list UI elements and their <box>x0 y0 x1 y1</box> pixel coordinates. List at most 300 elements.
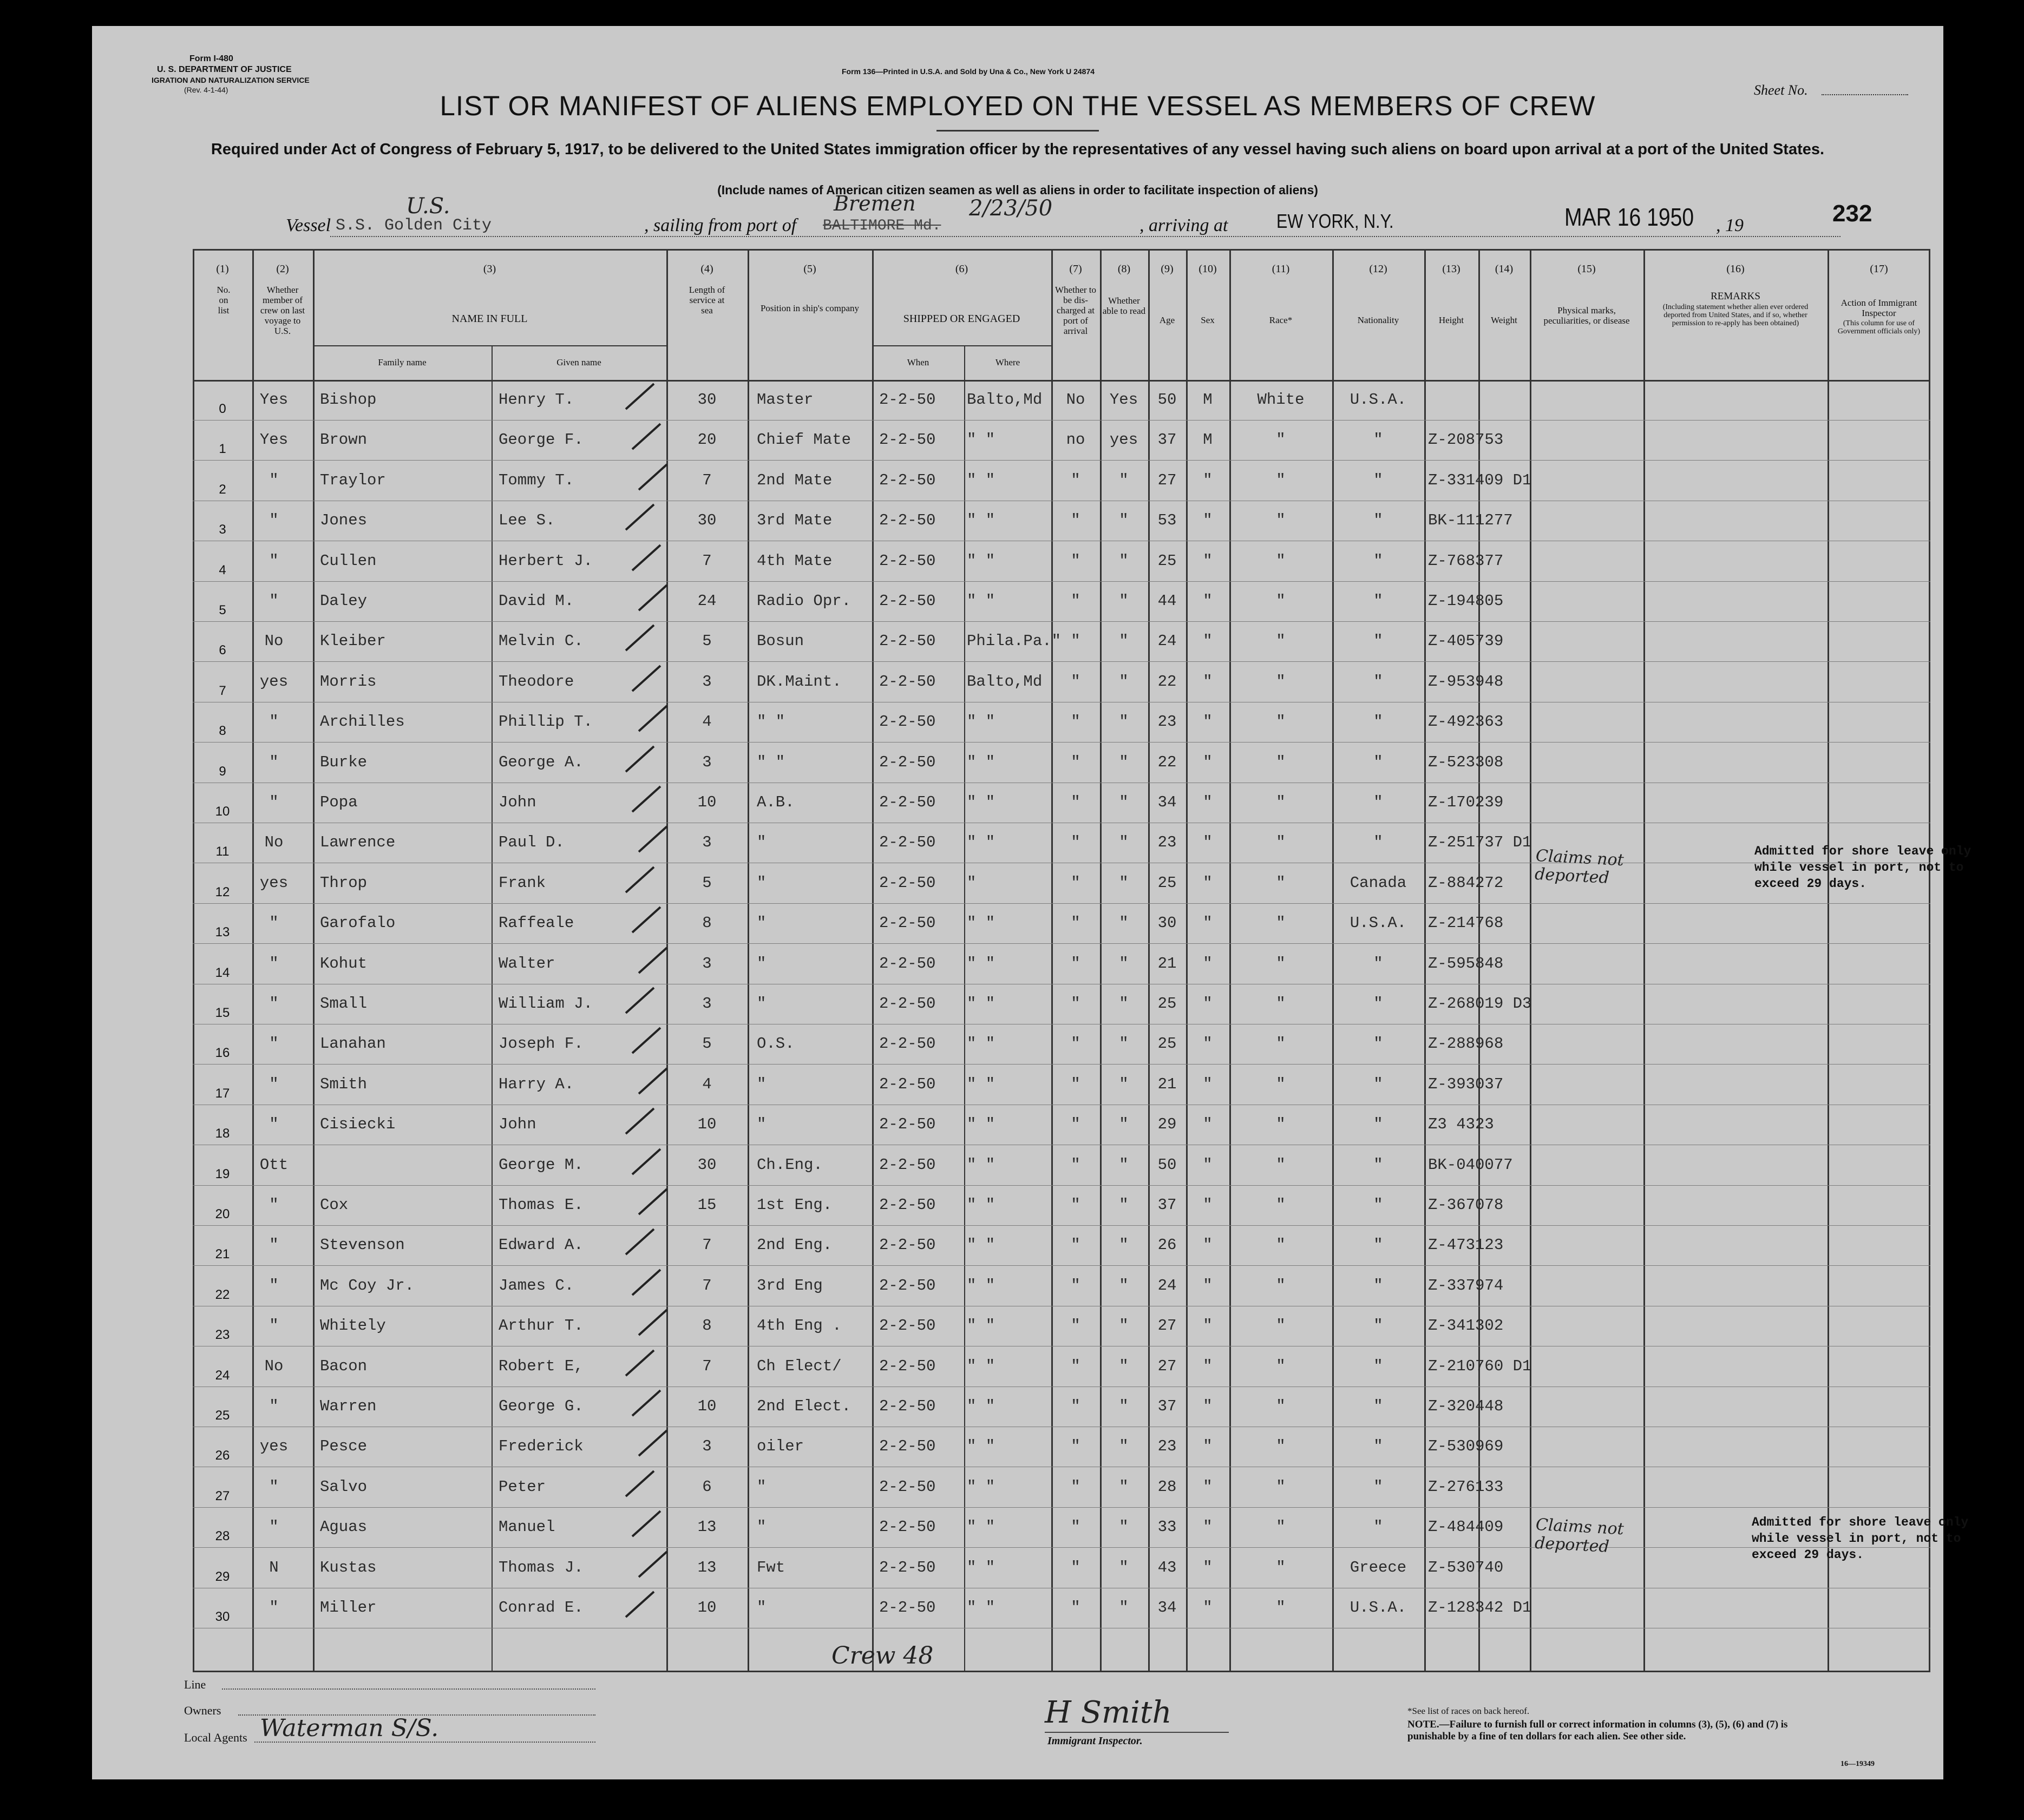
check-mark <box>625 504 655 531</box>
cell-age: 50 <box>1157 391 1177 409</box>
cell-shipped-when: 2-2-50 <box>879 632 936 651</box>
col-num-2: (2) <box>276 263 289 275</box>
cell-nationality: " <box>1373 1317 1383 1335</box>
cell-discharged: " <box>1071 672 1080 691</box>
col-remarks: REMARKS <box>1711 291 1760 302</box>
cell-age: 25 <box>1157 551 1177 570</box>
cell-seaman-id: Z-268019 D3 <box>1428 995 1532 1013</box>
cell-shipped-when: 2-2-50 <box>879 1599 936 1617</box>
cell-able-to-read: " <box>1119 1115 1129 1134</box>
cell-family-name: Small <box>320 995 368 1013</box>
cell-given-name: John <box>499 793 536 811</box>
cell-race: " <box>1276 1397 1286 1415</box>
cell-age: 37 <box>1157 431 1177 449</box>
cell-position: 4th Mate <box>757 551 833 570</box>
cell-sex: " <box>1203 1236 1213 1254</box>
cell-position: " <box>757 1518 767 1536</box>
cell-discharged: " <box>1071 1357 1080 1375</box>
row-number: 16 <box>215 1046 230 1061</box>
cell-shipped-where: " " <box>967 914 995 932</box>
cell-given-name: John <box>499 1115 536 1134</box>
cell-shipped-when: 2-2-50 <box>879 1155 936 1174</box>
cell-sex: " <box>1203 753 1213 771</box>
cell-family-name: Cisiecki <box>320 1115 396 1134</box>
cell-shipped-where: " " <box>967 1477 995 1496</box>
arriving-label: , arriving at <box>1139 215 1228 235</box>
cell-position: 3rd Mate <box>757 511 833 530</box>
row-number: 4 <box>219 562 226 577</box>
cell-able-to-read: " <box>1119 1196 1129 1214</box>
cell-given-name: Paul D. <box>499 833 565 852</box>
cell-length-of-service: 13 <box>697 1558 717 1576</box>
row-rule <box>193 943 1930 944</box>
check-mark <box>638 463 668 490</box>
cell-seaman-id: Z-210760 D1 <box>1428 1357 1532 1375</box>
col-num-11: (11) <box>1272 263 1290 275</box>
row-number: 3 <box>219 522 226 537</box>
check-mark <box>638 826 668 853</box>
cell-given-name: Manuel <box>499 1518 555 1536</box>
cell-length-of-service: 4 <box>702 1075 712 1093</box>
row-number: 7 <box>219 683 226 698</box>
col-divider <box>252 249 254 1672</box>
cell-age: 22 <box>1157 672 1177 691</box>
cell-given-name: Walter <box>499 954 555 973</box>
cell-race: " <box>1276 1477 1286 1496</box>
row-number: 10 <box>215 804 230 819</box>
cell-position: oiler <box>757 1437 804 1456</box>
col-num-1: (1) <box>216 263 229 275</box>
cell-family-name: Archilles <box>320 713 405 731</box>
cell-position: Radio Opr. <box>757 592 851 610</box>
col-num-15: (15) <box>1577 263 1596 275</box>
cell-position: Ch Elect/ <box>757 1357 842 1375</box>
cell-shipped-when: 2-2-50 <box>879 1558 936 1576</box>
row-number: 27 <box>215 1488 230 1503</box>
row-number: 12 <box>215 884 230 899</box>
cell-race: " <box>1276 995 1286 1013</box>
cell-seaman-id: Z-595848 <box>1428 954 1504 973</box>
cell-shipped-when: 2-2-50 <box>879 431 936 449</box>
cell-shipped-where: " " <box>967 1236 995 1254</box>
cell-able-to-read: " <box>1119 1397 1129 1415</box>
cell-prev-voyage: " <box>269 1477 279 1496</box>
cell-seaman-id: Z-288968 <box>1428 1035 1504 1053</box>
cell-discharged: " <box>1071 1477 1080 1496</box>
cell-family-name: Cullen <box>320 551 377 570</box>
cell-prev-voyage: " <box>269 1075 279 1093</box>
cell-shipped-when: 2-2-50 <box>879 391 936 409</box>
cell-prev-voyage: No <box>264 632 284 651</box>
col-divider <box>1424 249 1426 1672</box>
line-rule <box>222 1688 595 1690</box>
cell-shipped-where: " " <box>967 1276 995 1295</box>
cell-given-name: Henry T. <box>499 391 574 409</box>
cell-given-name: Frank <box>499 873 546 892</box>
cell-shipped-when: 2-2-50 <box>879 1236 936 1254</box>
cell-length-of-service: 20 <box>697 431 717 449</box>
cell-length-of-service: 5 <box>702 1035 712 1053</box>
cell-position: 2nd Eng. <box>757 1236 833 1254</box>
cell-seaman-id: Z-276133 <box>1428 1477 1504 1496</box>
inclusion-note: (Include names of American citizen seamen as well as aliens in order to facilitate inspection of aliens) <box>717 183 1318 197</box>
cell-age: 33 <box>1157 1518 1177 1536</box>
row-number: 14 <box>215 965 230 980</box>
col-divider <box>666 249 668 1672</box>
cell-position: " <box>757 914 767 932</box>
cell-given-name: Raffeale <box>499 914 574 932</box>
check-mark <box>632 423 661 450</box>
cell-prev-voyage: " <box>269 551 279 570</box>
cell-given-name: David M. <box>499 592 574 610</box>
cell-position: " <box>757 1075 767 1093</box>
col-num-13: (13) <box>1442 263 1460 275</box>
cell-length-of-service: 7 <box>702 471 712 489</box>
penalty-note: NOTE.—Failure to furnish full or correct information in columns (3), (5), (6) and (7) is punishable by a fine of ten dollars for each alien. See other side. <box>1407 1719 1788 1742</box>
cell-position: 3rd Eng <box>757 1276 823 1295</box>
cell-shipped-where: " " <box>967 1035 995 1053</box>
cell-position: O.S. <box>757 1035 795 1053</box>
check-mark <box>638 1309 668 1336</box>
cell-position: " <box>757 833 767 852</box>
cell-nationality: U.S.A. <box>1350 914 1407 932</box>
cell-shipped-when: 2-2-50 <box>879 471 936 489</box>
cell-able-to-read: " <box>1119 954 1129 973</box>
page-subtitle: Required under Act of Congress of February 5, 1917, to be delivered to the United States immigration officer by the representatives of any vessel having such aliens on board upon arrival at a port of the United States. <box>211 141 1825 158</box>
cell-age: 37 <box>1157 1397 1177 1415</box>
cell-length-of-service: 10 <box>697 793 717 811</box>
cell-able-to-read: " <box>1119 1558 1129 1576</box>
col-prev-voyage: Whether member of crew on last voyage to U.S. <box>260 285 305 336</box>
cell-age: 26 <box>1157 1236 1177 1254</box>
cell-race: " <box>1276 1115 1286 1134</box>
claims-not-deported-29: Claims not deported <box>1534 1515 1625 1556</box>
row-rule <box>193 1507 1930 1508</box>
cell-race: " <box>1276 954 1286 973</box>
cell-family-name: Stevenson <box>320 1236 405 1254</box>
cell-race: " <box>1276 471 1286 489</box>
cell-family-name: Warren <box>320 1397 377 1415</box>
cell-race: " <box>1276 1599 1286 1617</box>
check-mark <box>632 1390 661 1417</box>
cell-seaman-id: Z-337974 <box>1428 1276 1504 1295</box>
cell-shipped-when: 2-2-50 <box>879 793 936 811</box>
cell-position: Ch.Eng. <box>757 1155 823 1174</box>
cell-race: " <box>1276 672 1286 691</box>
row-rule <box>193 742 1930 743</box>
cell-able-to-read: " <box>1119 1276 1129 1295</box>
cell-position: " <box>757 1477 767 1496</box>
col-inspector-action: Action of Immigrant Inspector <box>1840 298 1917 318</box>
row-number: 20 <box>215 1207 230 1221</box>
check-mark <box>632 906 661 934</box>
cell-discharged: " <box>1071 833 1080 852</box>
cell-prev-voyage: " <box>269 1276 279 1295</box>
cell-nationality: " <box>1373 833 1383 852</box>
cell-able-to-read: " <box>1119 592 1129 610</box>
cell-position: " <box>757 1599 767 1617</box>
cell-shipped-when: 2-2-50 <box>879 1317 936 1335</box>
col-divider <box>1643 249 1645 1672</box>
page-number: 232 <box>1832 200 1872 227</box>
cell-shipped-where: " " <box>967 592 995 610</box>
cell-race: " <box>1276 713 1286 731</box>
vessel-prefix-handwritten: U.S. <box>406 194 450 219</box>
agents-label: Local Agents <box>184 1731 247 1744</box>
cell-seaman-id: BK-040077 <box>1428 1155 1513 1174</box>
cell-discharged: " <box>1071 1155 1080 1174</box>
col-num-8: (8) <box>1117 263 1131 275</box>
cell-seaman-id: Z-170239 <box>1428 793 1504 811</box>
cell-nationality: " <box>1373 1115 1383 1134</box>
cell-race: " <box>1276 511 1286 530</box>
cell-position: " <box>757 995 767 1013</box>
cell-sex: " <box>1203 1075 1213 1093</box>
col-divider <box>313 249 315 1672</box>
cell-discharged: " <box>1071 1035 1080 1053</box>
cell-length-of-service: 7 <box>702 1357 712 1375</box>
cell-race: " <box>1276 1317 1286 1335</box>
col-divider <box>1332 249 1334 1672</box>
cell-shipped-when: 2-2-50 <box>879 1357 936 1375</box>
cell-seaman-id: Z-128342 D1 <box>1428 1599 1532 1617</box>
cell-position: Master <box>757 391 814 409</box>
cell-able-to-read: " <box>1119 914 1129 932</box>
col-length-of-service: Length of service at sea <box>689 285 725 316</box>
cell-seaman-id: Z-341302 <box>1428 1317 1504 1335</box>
header-subrule <box>313 345 666 346</box>
cell-age: 27 <box>1157 1357 1177 1375</box>
col-inspector-detail: (This column for use of Government officials only) <box>1837 319 1921 336</box>
cell-shipped-when: 2-2-50 <box>879 1035 936 1053</box>
cell-position: " <box>757 954 767 973</box>
check-mark <box>632 1269 661 1296</box>
col-divider <box>1929 249 1930 1672</box>
col-where: Where <box>995 357 1020 367</box>
col-num-16: (16) <box>1726 263 1745 275</box>
cell-shipped-when: 2-2-50 <box>879 833 936 852</box>
cell-race: " <box>1276 1276 1286 1295</box>
cell-given-name: Harry A. <box>499 1075 574 1093</box>
cell-shipped-where: " " <box>967 1558 995 1576</box>
cell-able-to-read: " <box>1119 1437 1129 1456</box>
row-number: 23 <box>215 1328 230 1343</box>
cell-seaman-id: Z-530740 <box>1428 1558 1504 1576</box>
cell-shipped-where: Phila.Pa." <box>967 632 1062 651</box>
cell-nationality: " <box>1373 551 1383 570</box>
sheet-no-label: Sheet No. <box>1754 82 1808 98</box>
cell-length-of-service: 3 <box>702 833 712 852</box>
signature-rule <box>1045 1732 1229 1733</box>
cell-length-of-service: 24 <box>697 592 717 610</box>
cell-shipped-where: Balto,Md <box>967 672 1043 691</box>
form-code: 16—19349 <box>1840 1760 1875 1768</box>
sailing-label: , sailing from port of <box>644 215 797 235</box>
cell-nationality: " <box>1373 1035 1383 1053</box>
table-top-rule <box>193 249 1930 251</box>
cell-given-name: Phillip T. <box>499 713 593 731</box>
col-divider <box>1828 249 1829 1672</box>
cell-sex: " <box>1203 1196 1213 1214</box>
cell-sex: " <box>1203 1437 1213 1456</box>
cell-position: 4th Eng . <box>757 1317 842 1335</box>
page-title: LIST OR MANIFEST OF ALIENS EMPLOYED ON THE VESSEL AS MEMBERS OF CREW <box>440 90 1596 121</box>
cell-prev-voyage: " <box>269 1236 279 1254</box>
cell-able-to-read: " <box>1119 1236 1129 1254</box>
cell-length-of-service: 3 <box>702 995 712 1013</box>
cell-given-name: Edward A. <box>499 1236 584 1254</box>
cell-discharged: " <box>1071 1558 1080 1576</box>
row-number: 21 <box>215 1247 230 1262</box>
row-rule <box>193 1265 1930 1266</box>
cell-nationality: Greece <box>1350 1558 1407 1576</box>
cell-shipped-where: " " <box>967 1317 995 1335</box>
cell-sex: " <box>1203 632 1213 651</box>
cell-shipped-when: 2-2-50 <box>879 1075 936 1093</box>
check-mark <box>625 383 655 410</box>
cell-discharged: " <box>1071 1075 1080 1093</box>
cell-given-name: Theodore <box>499 672 574 691</box>
cell-given-name: Arthur T. <box>499 1317 584 1335</box>
cell-sex: " <box>1203 1599 1213 1617</box>
cell-prev-voyage: " <box>269 914 279 932</box>
date-handwritten: 2/23/50 <box>969 196 1053 221</box>
cell-given-name: George M. <box>499 1155 584 1174</box>
cell-given-name: Peter <box>499 1477 546 1496</box>
col-nationality: Nationality <box>1357 315 1399 325</box>
cell-discharged: No <box>1066 391 1085 409</box>
cell-family-name: Kleiber <box>320 632 386 651</box>
row-rule <box>193 621 1930 622</box>
col-sex: Sex <box>1201 315 1215 325</box>
cell-discharged: " <box>1071 592 1080 610</box>
row-rule <box>193 1185 1930 1186</box>
cell-able-to-read: " <box>1119 1075 1129 1093</box>
cell-seaman-id: Z-251737 D1 <box>1428 833 1532 852</box>
col-race: Race* <box>1269 315 1293 325</box>
cell-given-name: Thomas J. <box>499 1558 584 1576</box>
check-mark <box>625 1228 655 1256</box>
check-mark <box>638 584 668 612</box>
cell-length-of-service: 8 <box>702 1317 712 1335</box>
claims-not-deported-12: Claims not deported <box>1534 846 1625 888</box>
cell-age: 25 <box>1157 1035 1177 1053</box>
shore-leave-remark-12: Admitted for shore leave only while vessel in port, not to exceed 29 days. <box>1754 844 1971 891</box>
cell-able-to-read: " <box>1119 793 1129 811</box>
cell-family-name: Lawrence <box>320 833 396 852</box>
cell-shipped-where: " <box>967 873 977 892</box>
cell-discharged: " <box>1071 1115 1080 1134</box>
cell-race: " <box>1276 1075 1286 1093</box>
cell-shipped-where: " " <box>967 511 995 530</box>
check-mark <box>632 1027 661 1054</box>
cell-seaman-id: Z-393037 <box>1428 1075 1504 1093</box>
cell-prev-voyage: Ott <box>259 1155 289 1174</box>
cell-shipped-where: " " <box>967 995 995 1013</box>
cell-shipped-where: " " <box>967 1357 995 1375</box>
cell-position: " <box>757 1115 767 1134</box>
cell-family-name: Aguas <box>320 1518 368 1536</box>
cell-family-name: Daley <box>320 592 368 610</box>
row-rule <box>193 460 1930 461</box>
row-number: 1 <box>219 442 226 457</box>
col-num-10: (10) <box>1198 263 1217 275</box>
cell-sex: M <box>1203 431 1213 449</box>
cell-length-of-service: 7 <box>702 1236 712 1254</box>
cell-discharged: " <box>1071 551 1080 570</box>
cell-prev-voyage: No <box>264 833 284 852</box>
cell-given-name: George G. <box>499 1397 584 1415</box>
check-mark <box>625 1349 655 1376</box>
cell-prev-voyage: " <box>269 1035 279 1053</box>
cell-race: " <box>1276 1437 1286 1456</box>
cell-age: 34 <box>1157 793 1177 811</box>
cell-discharged: " <box>1071 753 1080 771</box>
cell-seaman-id: Z-473123 <box>1428 1236 1504 1254</box>
cell-age: 24 <box>1157 632 1177 651</box>
cell-race: " <box>1276 431 1286 449</box>
cell-shipped-where: " " <box>967 1599 995 1617</box>
cell-shipped-when: 2-2-50 <box>879 1518 936 1536</box>
cell-sex: " <box>1203 471 1213 489</box>
inspector-signature: H Smith <box>1045 1695 1172 1730</box>
col-num-7: (7) <box>1069 263 1082 275</box>
cell-family-name: Mc Coy Jr. <box>320 1276 415 1295</box>
cell-position: A.B. <box>757 793 795 811</box>
row-number: 28 <box>215 1529 230 1544</box>
cell-sex: " <box>1203 1558 1213 1576</box>
cell-prev-voyage: " <box>269 592 279 610</box>
row-rule <box>193 661 1930 662</box>
cell-discharged: " <box>1071 1276 1080 1295</box>
cell-family-name: Smith <box>320 1075 368 1093</box>
shore-leave-remark-29: Admitted for shore leave only while vessel in port, not to exceed 29 days. <box>1752 1515 1969 1562</box>
cell-prev-voyage: " <box>269 793 279 811</box>
cell-prev-voyage: " <box>269 995 279 1013</box>
cell-able-to-read: " <box>1119 1357 1129 1375</box>
cell-discharged: " <box>1071 954 1080 973</box>
cell-length-of-service: 6 <box>702 1477 712 1496</box>
cell-age: 27 <box>1157 1317 1177 1335</box>
cell-sex: " <box>1203 1115 1213 1134</box>
table-bottom-rule <box>193 1671 1930 1672</box>
col-family-name: Family name <box>378 357 427 367</box>
row-number: 15 <box>215 1006 230 1020</box>
cell-given-name: Conrad E. <box>499 1599 584 1617</box>
cell-prev-voyage: " <box>269 1599 279 1617</box>
cell-family-name: Miller <box>320 1599 377 1617</box>
cell-family-name: Throp <box>320 873 368 892</box>
row-number: 25 <box>215 1408 230 1423</box>
service-name: IGRATION AND NATURALIZATION SERVICE <box>152 76 310 84</box>
cell-seaman-id: Z-768377 <box>1428 551 1504 570</box>
cell-race: " <box>1276 551 1286 570</box>
cell-sex: " <box>1203 954 1213 973</box>
cell-able-to-read: " <box>1119 672 1129 691</box>
cell-shipped-where: Balto,Md <box>967 391 1043 409</box>
cell-discharged: " <box>1071 1397 1080 1415</box>
cell-prev-voyage: " <box>269 1518 279 1536</box>
cell-prev-voyage: " <box>269 1317 279 1335</box>
cell-shipped-when: 2-2-50 <box>879 511 936 530</box>
cell-given-name: Thomas E. <box>499 1196 584 1214</box>
cell-prev-voyage: " <box>269 1115 279 1134</box>
owners-label: Owners <box>184 1704 221 1717</box>
header-subrule <box>872 345 1051 346</box>
cell-length-of-service: 30 <box>697 1155 717 1174</box>
cell-seaman-id: Z-194805 <box>1428 592 1504 610</box>
row-number: 30 <box>215 1609 230 1624</box>
